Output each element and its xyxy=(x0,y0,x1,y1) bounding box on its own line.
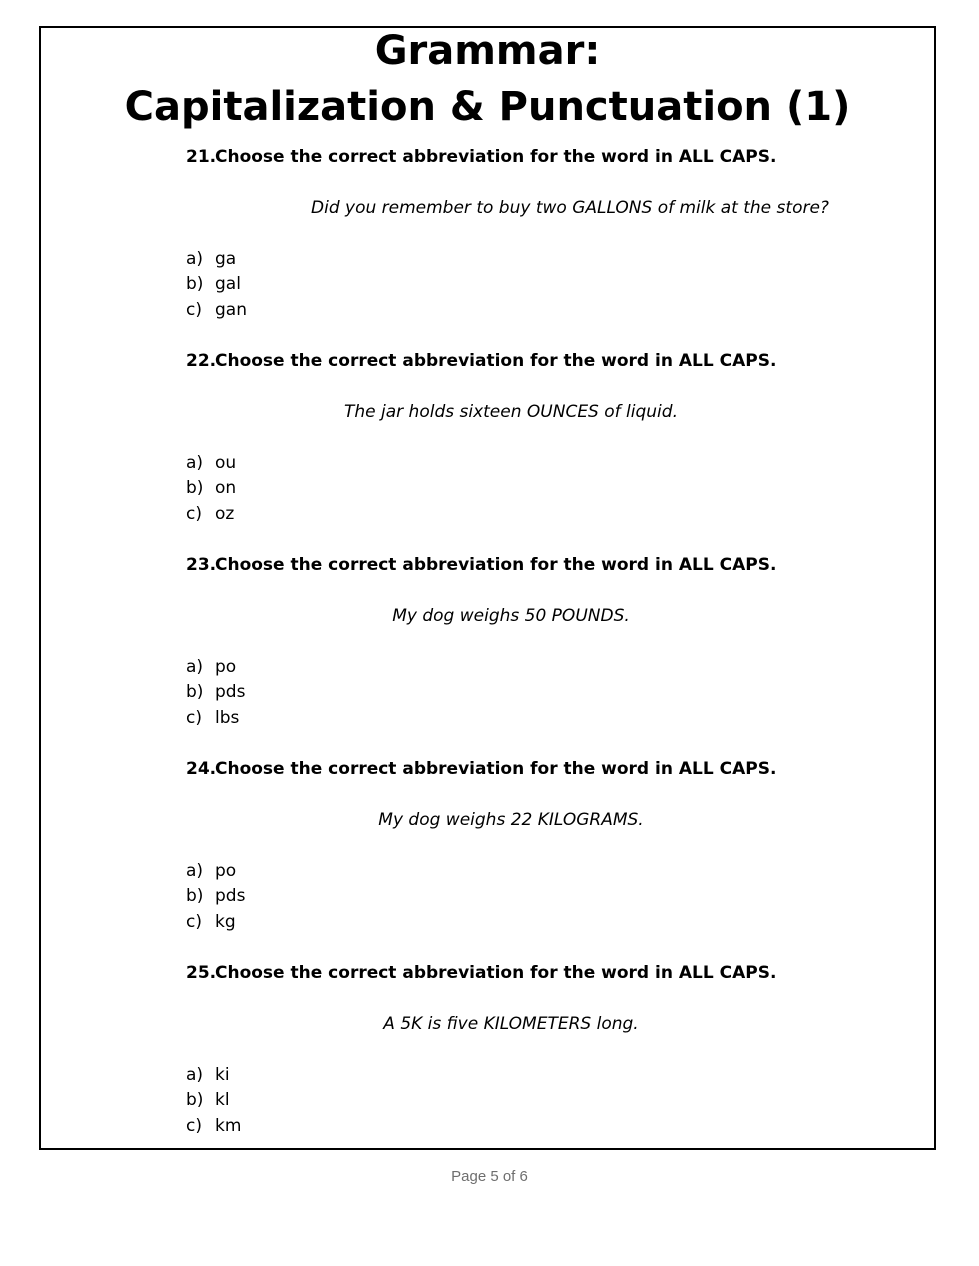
title-line-2: Capitalization & Punctuation (1) xyxy=(124,84,851,130)
option-letter: b) xyxy=(186,682,204,702)
question-number: 25. xyxy=(186,963,217,983)
option-letter: b) xyxy=(186,1090,204,1110)
option-text: kg xyxy=(215,912,236,932)
option-text: km xyxy=(215,1116,242,1136)
option-text: pds xyxy=(215,886,246,906)
option-text: gan xyxy=(215,300,247,320)
option-letter: c) xyxy=(186,708,202,728)
question-number: 23. xyxy=(186,555,217,575)
option-text: on xyxy=(215,478,237,498)
worksheet-frame xyxy=(39,26,936,1150)
option-text: oz xyxy=(215,504,235,524)
title-line-1: Grammar: xyxy=(374,28,601,74)
option-letter: c) xyxy=(186,300,202,320)
question-prompt: Choose the correct abbreviation for the word in ALL CAPS. xyxy=(215,555,777,575)
option-text: ou xyxy=(215,453,237,473)
option-text: ki xyxy=(215,1065,230,1085)
option-letter: c) xyxy=(186,504,202,524)
option-letter: a) xyxy=(186,249,204,269)
question-number: 21. xyxy=(186,147,217,167)
question-sentence: A 5K is five KILOMETERS long. xyxy=(383,1014,639,1034)
question-sentence: The jar holds sixteen OUNCES of liquid. xyxy=(344,402,678,422)
option-letter: b) xyxy=(186,274,204,294)
question-sentence: Did you remember to buy two GALLONS of milk at the store? xyxy=(311,198,829,218)
option-text: gal xyxy=(215,274,241,294)
option-letter: a) xyxy=(186,453,204,473)
option-text: kl xyxy=(215,1090,230,1110)
option-text: pds xyxy=(215,682,246,702)
option-letter: c) xyxy=(186,1116,202,1136)
option-text: po xyxy=(215,657,237,677)
question-prompt: Choose the correct abbreviation for the word in ALL CAPS. xyxy=(215,351,777,371)
option-text: ga xyxy=(215,249,237,269)
option-letter: a) xyxy=(186,861,204,881)
option-letter: a) xyxy=(186,657,204,677)
option-letter: a) xyxy=(186,1065,204,1085)
question-sentence: My dog weighs 22 KILOGRAMS. xyxy=(378,810,644,830)
question-prompt: Choose the correct abbreviation for the word in ALL CAPS. xyxy=(215,963,777,983)
option-letter: b) xyxy=(186,478,204,498)
question-prompt: Choose the correct abbreviation for the word in ALL CAPS. xyxy=(215,759,777,779)
question-prompt: Choose the correct abbreviation for the word in ALL CAPS. xyxy=(215,147,777,167)
page-number: Page 5 of 6 xyxy=(451,1168,528,1185)
question-number: 22. xyxy=(186,351,217,371)
option-letter: c) xyxy=(186,912,202,932)
option-letter: b) xyxy=(186,886,204,906)
option-text: po xyxy=(215,861,237,881)
question-number: 24. xyxy=(186,759,217,779)
question-sentence: My dog weighs 50 POUNDS. xyxy=(392,606,630,626)
option-text: lbs xyxy=(215,708,240,728)
